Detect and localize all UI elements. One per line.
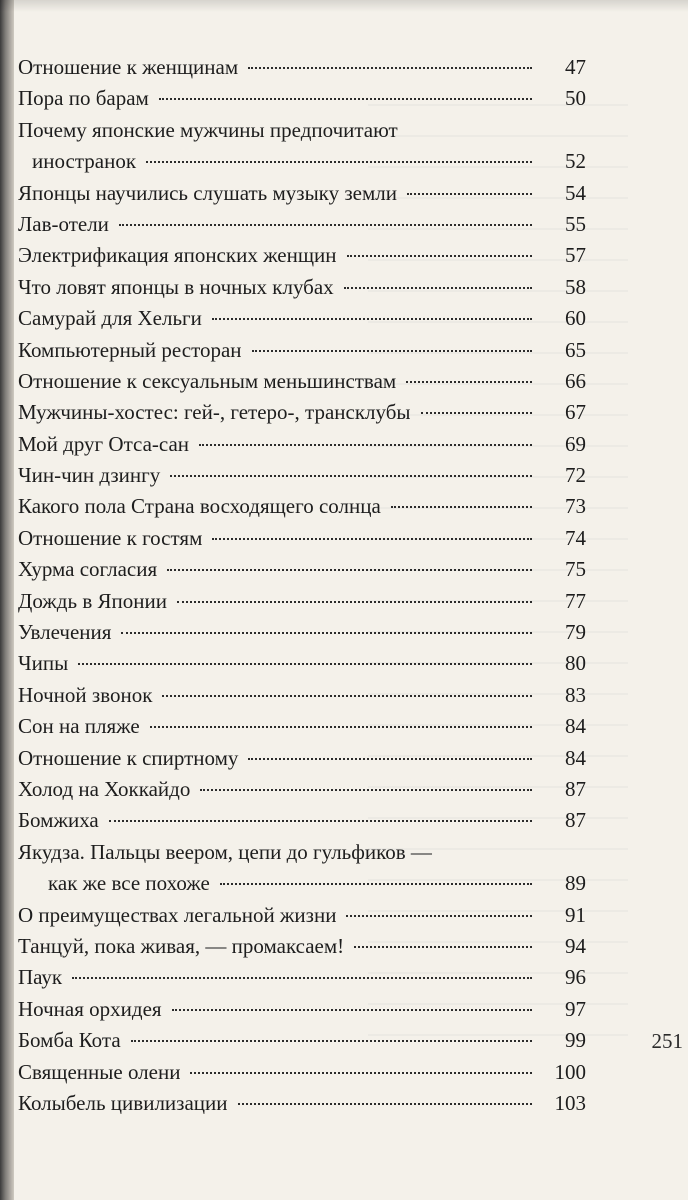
toc-entry [18, 491, 586, 522]
dot-leader [109, 820, 532, 822]
toc-entry [18, 554, 586, 585]
dot-leader [167, 569, 532, 571]
toc-entry [18, 1057, 586, 1088]
toc-entry-page: 66 [565, 368, 586, 393]
toc-entry-title: Сон на пляже [18, 714, 140, 739]
toc-entry-page: 94 [565, 933, 586, 958]
toc-entry-title: Отношение к женщинам [18, 55, 239, 79]
toc-entry-page: 73 [565, 494, 586, 519]
toc-entry-title: Почему японские мужчины предпочитают [18, 117, 398, 142]
dot-leader [252, 350, 532, 352]
dot-leader [78, 663, 532, 665]
toc-entry-page: 55 [565, 211, 586, 236]
toc-entry-page: 57 [565, 243, 586, 268]
toc-entry [18, 711, 586, 742]
toc-entry-title: Холод на Хоккайдо [18, 776, 191, 801]
toc-entry [18, 994, 586, 1025]
toc-entry-page: 100 [554, 1059, 586, 1084]
toc-entry [18, 460, 586, 491]
toc-entry [18, 272, 586, 303]
toc-entry-title: иностранок [32, 149, 137, 174]
toc-entry-title: Какого пола Страна восходящего солнца [18, 494, 381, 519]
toc-entry [18, 900, 586, 931]
toc-entry [18, 586, 586, 617]
toc-entry-title: Колыбель цивилизации [18, 1090, 228, 1115]
toc-entry-page: 97 [565, 996, 586, 1021]
toc-entry [18, 366, 586, 397]
toc-entry-page: 87 [565, 776, 586, 801]
dot-leader [347, 255, 532, 257]
toc-entry-title: Бомжиха [18, 808, 99, 833]
dot-leader [72, 977, 532, 979]
toc-entry [18, 240, 586, 271]
toc-entry [18, 774, 586, 805]
dot-leader [119, 224, 532, 226]
toc-entry [18, 397, 586, 428]
dot-leader [354, 946, 532, 948]
toc-entry [18, 1088, 586, 1119]
dot-leader [344, 287, 532, 289]
toc-entry-page: 54 [565, 180, 586, 205]
toc-entry [18, 805, 586, 836]
dot-leader [220, 883, 532, 885]
toc-entry [18, 931, 586, 962]
toc-entry-page: 77 [565, 588, 586, 613]
dot-leader [159, 98, 532, 100]
toc-entry-title: Священные олени [18, 1059, 181, 1084]
dot-leader [121, 632, 532, 634]
toc-entry-page: 103 [554, 1090, 586, 1115]
toc-entry [18, 52, 586, 83]
toc-entry-page: 67 [565, 400, 586, 425]
toc-entry-page: 84 [565, 745, 586, 770]
dot-leader [177, 601, 532, 603]
toc-entry-page: 65 [565, 337, 586, 362]
page-top-shadow [0, 0, 688, 12]
toc-entry-title: Чин-чин дзингу [18, 463, 161, 488]
toc-entry [18, 617, 586, 648]
dot-leader [421, 412, 532, 414]
toc-entry-title: Танцуй, пока живая, — промаксаем! [18, 933, 345, 958]
toc-entry-title: Чипы [18, 651, 69, 676]
dot-leader [407, 193, 532, 195]
toc-entry-title: Мужчины-хостес: гей-, гетеро-, трансклубы [18, 400, 411, 425]
toc-entry-title: Увлечения [18, 620, 112, 645]
toc-entry-page: 83 [565, 682, 586, 707]
dot-leader [238, 1103, 533, 1105]
dot-leader [190, 1072, 532, 1074]
toc-entry-page: 84 [565, 714, 586, 739]
toc-entry-title: Отношение к сексуальным меньшинствам [18, 368, 397, 393]
toc-entry-page: 60 [565, 306, 586, 331]
dot-leader [406, 381, 532, 383]
toc-entry-title: Электрификация японских женщин [18, 243, 337, 268]
toc-entry-title: как же все похоже [48, 871, 210, 896]
dot-leader [248, 67, 532, 69]
toc-entry-title: О преимуществах легальной жизни [18, 902, 337, 927]
dot-leader [146, 161, 532, 163]
toc-entry-title: Паук [18, 965, 63, 990]
toc-entry-title: Дождь в Японии [18, 588, 167, 613]
toc-entry [18, 178, 586, 209]
toc-entry [18, 83, 586, 114]
toc-entry-title: Лав-отели [18, 211, 109, 236]
toc-entry-title: Компьютерный ресторан [18, 337, 242, 362]
toc-entry [18, 648, 586, 679]
dot-leader [346, 915, 532, 917]
table-of-contents [18, 52, 586, 1119]
toc-entry-title: Пора по барам [18, 86, 149, 111]
dot-leader [172, 1009, 532, 1011]
toc-entry-title: Что ловят японцы в ночных клубах [18, 274, 334, 299]
toc-entry-title: Отношение к гостям [18, 525, 203, 550]
toc-entry [18, 209, 586, 240]
dot-leader [200, 789, 532, 791]
toc-entry-page: 74 [565, 525, 586, 550]
dot-leader [212, 538, 532, 540]
toc-entry-page: 79 [565, 620, 586, 645]
toc-entry-page: 89 [565, 871, 586, 896]
dot-leader [212, 318, 532, 320]
toc-entry-title: Якудза. Пальцы веером, цепи до гульфиков — [18, 839, 432, 864]
toc-entry [18, 743, 586, 774]
book-spine-shadow [0, 0, 14, 1200]
dot-leader [150, 726, 532, 728]
toc-entry-title: Отношение к спиртному [18, 745, 239, 770]
toc-entry-title: Самурай для Хельги [18, 306, 202, 331]
toc-entry-title: Хурма согласия [18, 557, 158, 582]
toc-entry-continuation [18, 146, 586, 177]
toc-entry [18, 680, 586, 711]
toc-entry [18, 303, 586, 334]
toc-entry-page: 50 [565, 86, 586, 111]
toc-entry-page: 91 [565, 902, 586, 927]
toc-entry-continuation [18, 868, 586, 899]
toc-entry-page: 58 [565, 274, 586, 299]
toc-entry-page: 99 [565, 1028, 586, 1053]
toc-entry-page: 80 [565, 651, 586, 676]
dot-leader [170, 475, 532, 477]
dot-leader [162, 695, 532, 697]
toc-entry [18, 335, 586, 366]
toc-entry-page: 96 [565, 965, 586, 990]
toc-entry-page: 47 [565, 55, 586, 79]
page-number: 251 [651, 1029, 683, 1053]
toc-entry-title: Бомба Кота [18, 1028, 121, 1053]
toc-entry-title: Ночная орхидея [18, 996, 162, 1021]
toc-entry-title: Японцы научились слушать музыку земли [18, 180, 397, 205]
dot-leader [391, 506, 532, 508]
dot-leader [199, 444, 532, 446]
toc-entry [18, 523, 586, 554]
dot-leader [131, 1040, 532, 1042]
toc-entry-line [18, 115, 586, 146]
toc-entry-title: Ночной звонок [18, 682, 153, 707]
toc-entry-page: 69 [565, 431, 586, 456]
toc-entry [18, 1025, 586, 1056]
toc-entry [18, 962, 586, 993]
toc-entry-line [18, 837, 586, 868]
toc-entry-title: Мой друг Отса-сан [18, 431, 190, 456]
toc-entry [18, 429, 586, 460]
dot-leader [248, 758, 532, 760]
toc-entry-page: 52 [565, 149, 586, 174]
toc-entry-page: 87 [565, 808, 586, 833]
toc-entry-page: 75 [565, 557, 586, 582]
toc-entry-page: 72 [565, 463, 586, 488]
